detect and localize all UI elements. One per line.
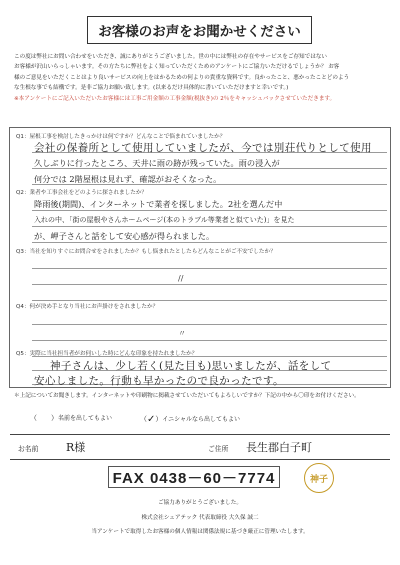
question-2: Q2：業者や工事会社をどのように探されましたか？ <box>16 190 148 196</box>
answer-1-line-1: 会社の保養所として使用していましたが、今では別荘代りとして使用 <box>34 142 372 154</box>
intro-line: お客様が沢山いらっしゃいます。その方たちに弊社をよく知っていただくためのアンケートにご協力いただけるでしょうか？ お客 <box>14 64 340 71</box>
answer-5-line-1: 神子さんは、少し若く(見た目も)思いましたが、話をして <box>50 360 332 372</box>
answer-3-mark: // <box>178 274 184 283</box>
answer-2-line-3: が、岬子さんと話をして安心感が得られました。 <box>34 231 215 241</box>
consent-option-name-label: 名前を出してもよい <box>58 415 113 422</box>
answer-2-line-2: 入れの中、「街の屋根やさんホームページ(本のトラブル等業者と似ていた)」を見た <box>34 216 295 224</box>
check-mark-icon: ✓ <box>147 414 156 425</box>
answer-line <box>32 242 387 243</box>
privacy-text: 当アンケートで取得したお客様の個人情報は関係法規に基づき厳正に管理いたします。 <box>91 529 309 535</box>
answer-line <box>32 300 387 301</box>
consent-option-initial[interactable]: （✓）イニシャルなら出してもよい <box>140 414 241 425</box>
address-label: ご住所 <box>208 445 229 453</box>
answer-4-mark: 〃 <box>178 329 186 338</box>
answer-2-line-1: 降雨後(期間)、インターネットで業者を探しました。2社を選んだ中 <box>34 199 283 209</box>
consent-option-initial-label: イニシャルなら出してもよい <box>162 416 241 423</box>
question-4: Q4：何が決め手となり当社にお声掛けをされましたか？ <box>16 304 159 310</box>
answer-1-line-3: 何分では 2階屋根は見れず、確認がおそくなった。 <box>34 174 222 184</box>
page-title: お客様のお声をお聞かせください <box>87 16 312 44</box>
answer-line <box>32 324 387 325</box>
questionnaire-box <box>9 127 391 388</box>
name-value: R様 <box>66 441 86 454</box>
fax-number: FAX 0438－60－7774 <box>108 466 280 488</box>
customer-info-row <box>10 434 390 460</box>
consent-options <box>30 413 240 424</box>
question-1: Q1：屋根工事を検討したきっかけは何ですか？どんなことで悩まれていましたか？ <box>16 134 226 140</box>
answer-line <box>32 226 387 227</box>
answer-5-line-2: 安心しました。行動も早かったので良かったです。 <box>34 375 284 387</box>
name-label: お名前 <box>18 445 39 453</box>
cashback-note: ※本アンケートにご記入いただいたお客様には工事ご用金額の工事金額(税抜き)の 2％をキャッシュバックさせていただきます。 <box>14 95 336 102</box>
intro-line: 様のご意見をいただくことはより良いサービスの向上をはかるための何よりの貴重な資料です。良かったこと、悪かったことどのよう <box>14 74 350 81</box>
answer-1-line-2: 久しぶりに行ったところ、天井に雨の跡が残っていた。雨の浸入が <box>34 158 280 168</box>
consent-intro: ＊上記についてお聞きします。インターネットや印刷物に掲載させていただいてもよろしいですか？下記の中から〇印をお付けください。 <box>14 393 360 399</box>
consent-option-name[interactable]: （ ）名前を出してもよい <box>30 414 113 422</box>
question-3: Q3：当社を知りすぐにお問合せをされましたか？もし悩まれたとしたらどんなことがご不安でしたか？ <box>16 249 276 255</box>
intro-line: この度は弊社にお問い合わせをいただき、誠にありがとうございました。世の中には弊社の存在やサービスをご存知ではない <box>14 54 328 60</box>
answer-line <box>32 284 387 285</box>
answer-line <box>32 340 387 341</box>
intro-line: な生根な事でも結構です。是非ご協力お願い致します。(以来るだけ具体的に書いていただけますと幸いです。) <box>14 85 289 92</box>
answer-line <box>32 210 387 211</box>
intro-text <box>14 52 386 104</box>
address-value: 長生郡白子町 <box>246 441 312 454</box>
company-text: 株式会社シェアテック 代表取締役 大久保 誠二 <box>141 515 259 521</box>
seal-stamp: 神子 <box>304 463 334 493</box>
question-5: Q5：実際に当社担当者がお伺いした時にどんな印象を持たれましたか？ <box>16 351 198 357</box>
thanks-text: ご協力ありがとうございました。 <box>158 500 242 506</box>
answer-line <box>32 268 387 269</box>
